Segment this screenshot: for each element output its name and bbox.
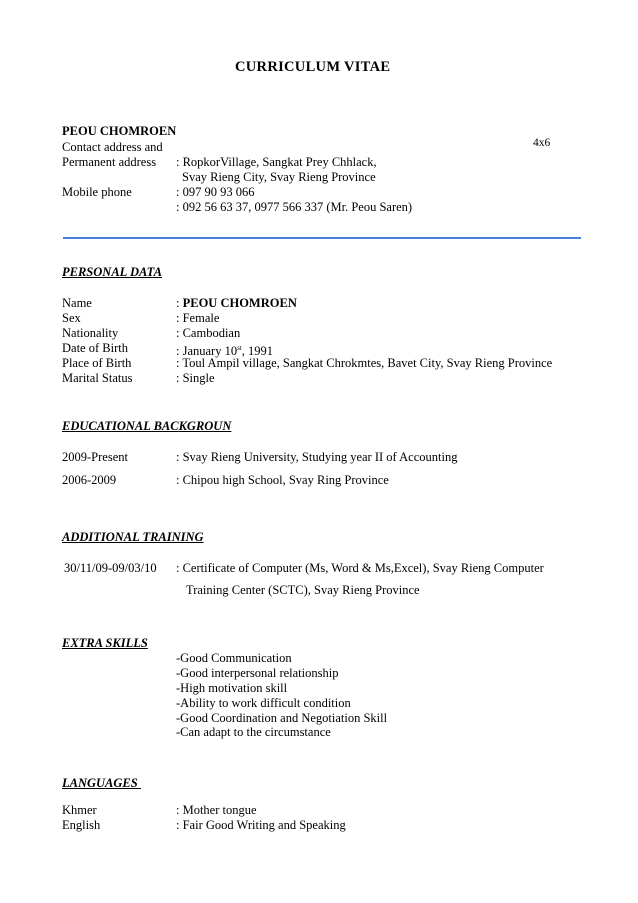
personal-dob-label: Date of Birth xyxy=(62,341,128,355)
header-divider xyxy=(63,237,581,239)
language-name: English xyxy=(62,818,101,832)
address-line-2: Svay Rieng City, Svay Rieng Province xyxy=(182,170,376,184)
page-title: CURRICULUM VITAE xyxy=(235,59,391,75)
skill-item: -Good interpersonal relationship xyxy=(176,666,339,680)
personal-name-value: : PEOU CHOMROEN xyxy=(176,296,297,310)
language-name: Khmer xyxy=(62,803,97,817)
training-line-1: : Certificate of Computer (Ms, Word & Ms,Excel), Svay Rieng Computer xyxy=(176,561,544,575)
contact-address-label: Contact address and xyxy=(62,140,163,154)
education-entry: : Svay Rieng University, Studying year II of Accounting xyxy=(176,450,458,464)
permanent-address-label: Permanent address xyxy=(62,155,157,169)
skill-item: -Good Communication xyxy=(176,651,292,665)
skill-item: -Can adapt to the circumstance xyxy=(176,725,331,739)
education-period: 2006-2009 xyxy=(62,473,117,487)
education-heading: EDUCATIONAL BACKGROUN xyxy=(62,419,232,433)
personal-marital-label: Marital Status xyxy=(62,371,133,385)
personal-marital-value: : Single xyxy=(176,371,215,385)
education-entry: : Chipou high School, Svay Ring Province xyxy=(176,473,389,487)
skill-item: -Ability to work difficult condition xyxy=(176,696,351,710)
languages-heading: LANGUAGES xyxy=(62,776,141,790)
skill-item: -High motivation skill xyxy=(176,681,288,695)
language-level: : Fair Good Writing and Speaking xyxy=(176,818,346,832)
skills-heading: EXTRA SKILLS xyxy=(62,636,148,650)
education-period: 2009-Present xyxy=(62,450,128,464)
training-period: 30/11/09-09/03/10 xyxy=(64,561,157,575)
skill-item: -Good Coordination and Negotiation Skill xyxy=(176,711,388,725)
personal-name-label: Name xyxy=(62,296,92,310)
personal-dob-value: : January 10st, 1991 xyxy=(176,344,274,359)
personal-data-heading: PERSONAL DATA xyxy=(62,265,162,279)
training-line-2: Training Center (SCTC), Svay Rieng Province xyxy=(186,583,420,597)
language-level: : Mother tongue xyxy=(176,803,257,817)
personal-sex-value: : Female xyxy=(176,311,220,325)
training-heading: ADDITIONAL TRAINING xyxy=(62,530,204,544)
personal-pob-value: : Toul Ampil village, Sangkat Chrokmtes, Bavet City, Svay Rieng Province xyxy=(176,356,553,370)
mobile-phone-2: : 092 56 63 37, 0977 566 337 (Mr. Peou Saren) xyxy=(176,200,413,214)
photo-size-note: 4x6 xyxy=(533,137,551,149)
applicant-name: PEOU CHOMROEN xyxy=(62,124,177,138)
personal-sex-label: Sex xyxy=(62,311,81,325)
address-line-1: : RopkorVillage, Sangkat Prey Chhlack, xyxy=(176,155,377,169)
personal-pob-label: Place of Birth xyxy=(62,356,132,370)
mobile-phone-1: : 097 90 93 066 xyxy=(176,185,255,199)
personal-nationality-label: Nationality xyxy=(62,326,119,340)
mobile-phone-label: Mobile phone xyxy=(62,185,132,199)
personal-nationality-value: : Cambodian xyxy=(176,326,241,340)
